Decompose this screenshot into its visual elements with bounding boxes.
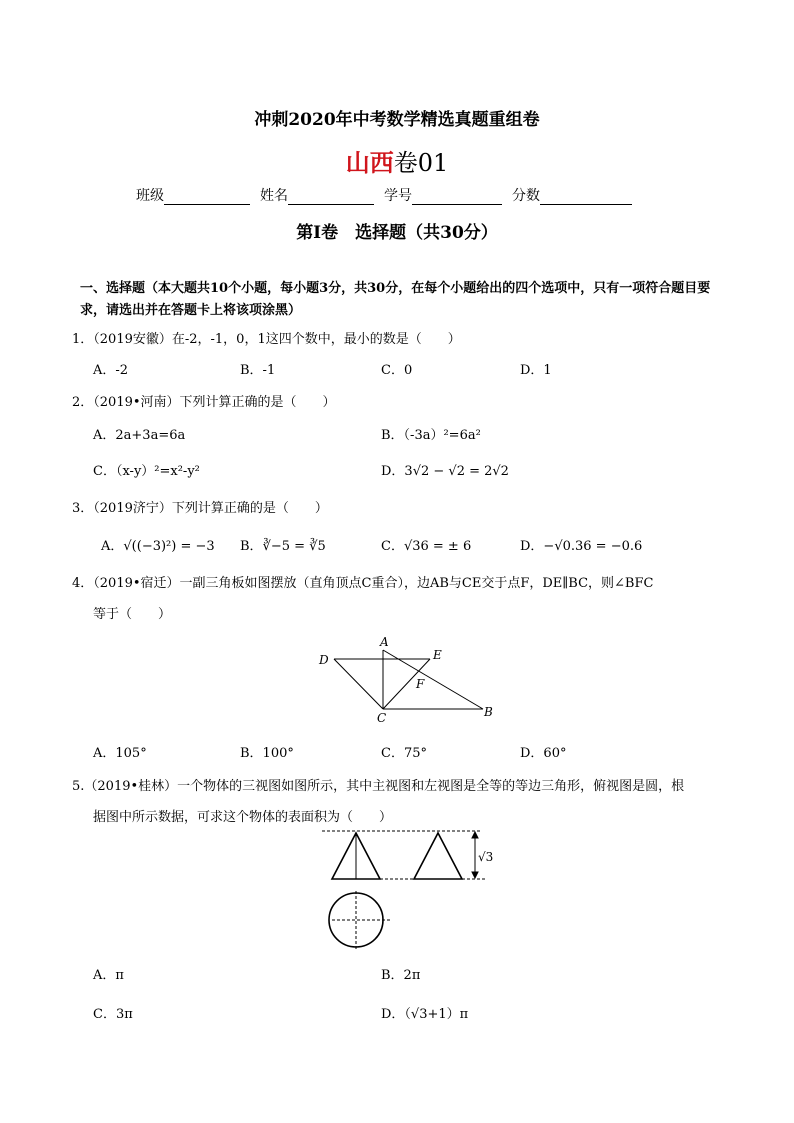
q4-stem-line1: 4．（2019•宿迁）一副三角板如图摆放（直角顶点C重合），边AB与CE交于点F，DE∥BC，则∠BFC [72,576,654,591]
svg-text:√3: √3 [478,850,494,864]
q1-option-a[interactable]: A．-2 [93,363,129,378]
q1-option-c[interactable]: C．0 [381,363,413,378]
subtitle-province: 山西 [345,148,394,177]
q4-label-e: E [433,648,442,662]
q5-stem-line1: 5.（2019•桂林）一个物体的三视图如图所示，其中主视图和左视图是全等的等边三角形，俯视图是圆，根 [72,779,685,794]
q5-option-b[interactable]: B．2π [381,968,421,983]
class-field[interactable]: 班级 [136,185,250,205]
q4-figure-lines [334,650,483,709]
q5-option-a[interactable]: A．π [93,968,124,983]
q1-stem: 1．（2019安徽）在-2，-1，0，1这四个数中，最小的数是（ ） [72,332,461,347]
subtitle-rest: 卷01 [393,149,449,177]
q4-label-f: F [416,677,425,691]
q4-label-a: A [380,635,389,649]
q5-stem-line2: 据图中所示数据，可求这个物体的表面积为（ ） [93,810,393,825]
student-info-row [136,185,642,205]
q5-option-c[interactable]: C．3π [93,1007,133,1022]
q5-front-view [332,833,380,879]
paper-title: 冲刺2020年中考数学精选真题重组卷 [254,110,540,130]
paper-subtitle [0,143,794,178]
q5-option-d[interactable]: D．（√3+1）π [381,1007,469,1022]
name-field[interactable]: 姓名 [260,185,374,205]
q4-option-d[interactable]: D．60° [520,746,567,761]
q4-triangle-figure [310,632,510,727]
q3-option-d[interactable]: D．−√0.36 = −0.6 [520,539,643,554]
q2-option-c[interactable]: C．（x-y）²=x²-y² [93,464,200,479]
q5-side-view [414,833,462,879]
q4-option-a[interactable]: A．105° [93,746,147,761]
q5-three-views-figure [322,825,497,960]
q2-option-a[interactable]: A．2a+3a=6a [93,428,186,443]
q4-option-c[interactable]: C．75° [381,746,427,761]
q2-option-b[interactable]: B．（-3a）²=6a² [381,428,481,443]
q2-stem: 2．（2019•河南）下列计算正确的是（ ） [72,395,336,410]
q2-option-d[interactable]: D．3√2 − √2 = 2√2 [381,464,509,479]
q4-label-b: B [484,705,493,719]
q4-option-b[interactable]: B．100° [240,746,294,761]
q5-sqrt3-label [478,850,493,864]
q1-option-d[interactable]: D．1 [520,363,552,378]
q4-stem-line2: 等于（ ） [93,607,172,622]
q4-label-d: D [319,653,329,667]
q3-option-a[interactable]: A．√((−3)²) = −3 [101,539,215,554]
q4-label-c: C [377,711,387,725]
student-id-field[interactable]: 学号 [384,185,502,205]
part-title: 第Ⅰ卷 选择题（共30分） [296,223,498,243]
score-field[interactable]: 分数 [512,185,632,205]
q3-option-b[interactable]: B．∛−5 = ∛5 [240,539,326,554]
q1-option-b[interactable]: B．-1 [240,363,276,378]
q3-option-c[interactable]: C．√36 = ± 6 [381,539,472,554]
section-heading: 一、选择题（本大题共10个小题，每小题3分，共30分，在每个小题给出的四个选项中，只有一项符合题目要求，请选出并在答题卡上将该项涂黑） [80,281,711,318]
q3-stem: 3．（2019济宁）下列计算正确的是（ ） [72,501,328,516]
